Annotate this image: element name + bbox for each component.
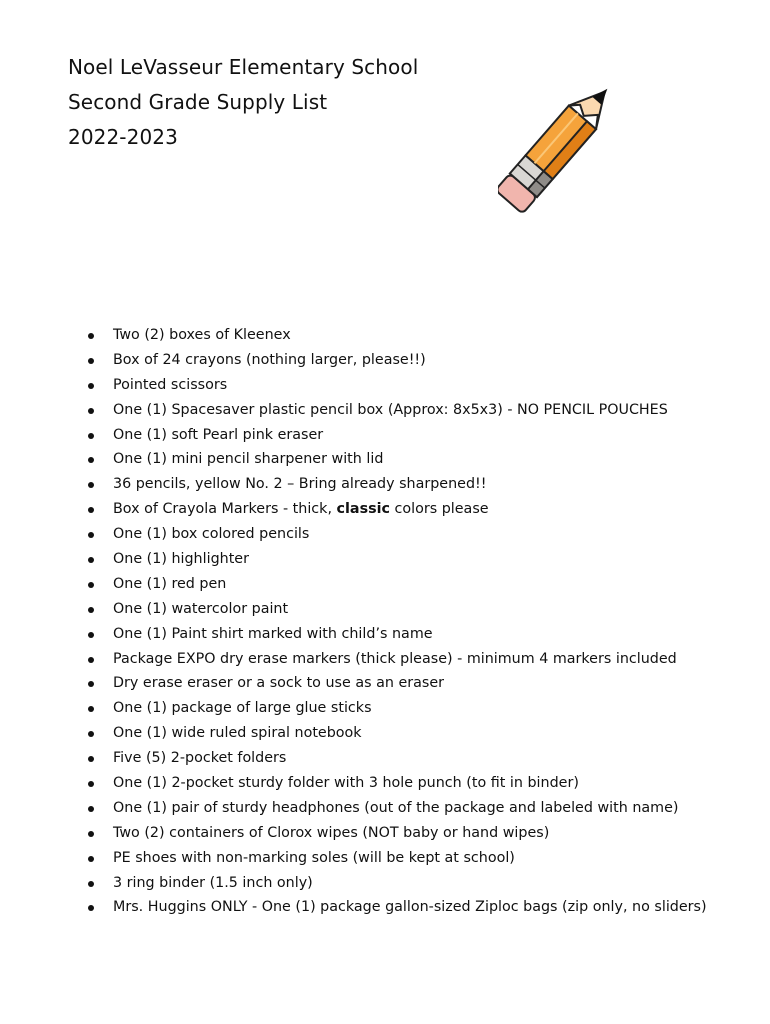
bullet-icon [88, 831, 94, 837]
bullet-icon [88, 905, 94, 911]
supply-item-text: Five (5) 2-pocket folders [113, 750, 287, 767]
supply-list-item [86, 323, 707, 348]
supply-list-item [86, 696, 707, 721]
bullet-icon [88, 433, 94, 439]
supply-item-text: One (1) 2-pocket sturdy folder with 3 hole punch (to fit in binder) [113, 775, 579, 792]
supply-item-text: Box of 24 crayons (nothing larger, please!!) [113, 351, 426, 368]
supply-list-item [86, 447, 707, 472]
supply-item-text: Package EXPO dry erase markers (thick please) - minimum 4 markers included [113, 650, 677, 667]
bullet-icon [88, 582, 94, 588]
bullet-icon [88, 408, 94, 414]
bullet-icon [88, 806, 94, 812]
bullet-icon [88, 706, 94, 712]
supply-list-item [86, 522, 707, 547]
supply-item-text: Box of Crayola Markers - thick, [113, 501, 337, 518]
supply-item-text: One (1) soft Pearl pink eraser [113, 426, 324, 443]
supply-list-item [86, 622, 707, 647]
bullet-icon [88, 333, 94, 339]
school-name: Noel LeVasseur Elementary School [68, 55, 419, 79]
bullet-icon [88, 557, 94, 563]
supply-item-text: One (1) red pen [113, 575, 227, 592]
supply-list-item [86, 647, 707, 672]
supply-list-item [86, 348, 707, 373]
supply-item-text: colors please [389, 501, 489, 518]
pencil-icon [498, 52, 638, 216]
supply-item-text: One (1) watercolor paint [113, 600, 289, 617]
supply-list-item [86, 597, 707, 622]
supply-list-item [86, 846, 707, 871]
supply-list-item [86, 671, 707, 696]
document-header [68, 50, 418, 155]
supply-list-item [86, 721, 707, 746]
supply-list [86, 323, 707, 920]
supply-item-text: PE shoes with non-marking soles (will be kept at school) [113, 849, 515, 866]
supply-list-item [86, 423, 707, 448]
supply-list-item [86, 895, 707, 920]
bullet-icon [88, 881, 94, 887]
bullet-icon [88, 731, 94, 737]
supply-item-text: One (1) pair of sturdy headphones (out of the package and labeled with name) [113, 799, 679, 816]
bullet-icon [88, 457, 94, 463]
bullet-icon [88, 607, 94, 613]
supply-list-item [86, 472, 707, 497]
bullet-icon [88, 383, 94, 389]
supply-item-text: 36 pencils, yellow No. 2 – Bring already sharpened!! [113, 476, 487, 493]
bullet-icon [88, 532, 94, 538]
list-title: Second Grade Supply List [68, 90, 328, 114]
supply-list-item [86, 497, 707, 522]
supply-list-item [86, 821, 707, 846]
supply-item-text: One (1) wide ruled spiral notebook [113, 725, 362, 742]
bullet-icon [88, 756, 94, 762]
supply-item-text: 3 ring binder (1.5 inch only) [113, 874, 313, 891]
school-year: 2022-2023 [68, 125, 178, 149]
supply-item-text: One (1) highlighter [113, 551, 249, 568]
bullet-icon [88, 358, 94, 364]
supply-list-item [86, 796, 707, 821]
bullet-icon [88, 632, 94, 638]
supply-list-item [86, 547, 707, 572]
supply-item-text: Mrs. Huggins ONLY - One (1) package gallon-sized Ziploc bags (zip only, no sliders) [113, 899, 707, 916]
bullet-icon [88, 507, 94, 513]
bullet-icon [88, 781, 94, 787]
bullet-icon [88, 657, 94, 663]
supply-item-text: One (1) Spacesaver plastic pencil box (Approx: 8x5x3) - NO PENCIL POUCHES [113, 401, 668, 418]
bullet-icon [88, 681, 94, 687]
supply-item-text: One (1) box colored pencils [113, 526, 310, 543]
supply-item-text: Dry erase eraser or a sock to use as an eraser [113, 675, 444, 692]
supply-list-item [86, 771, 707, 796]
supply-item-text: Pointed scissors [113, 376, 228, 393]
supply-item-text: One (1) package of large glue sticks [113, 700, 372, 717]
bullet-icon [88, 482, 94, 488]
supply-item-text: Two (2) containers of Clorox wipes (NOT baby or hand wipes) [113, 824, 550, 841]
supply-item-text: One (1) mini pencil sharpener with lid [113, 451, 384, 468]
supply-list-item [86, 871, 707, 896]
supply-item-text: Two (2) boxes of Kleenex [113, 327, 291, 343]
bullet-icon [88, 856, 94, 862]
supply-list-item [86, 373, 707, 398]
supply-list-item [86, 398, 707, 423]
supply-item-text: One (1) Paint shirt marked with child’s name [113, 625, 433, 642]
supply-item-emphasis: classic [336, 501, 390, 518]
supply-list-item [86, 746, 707, 771]
supply-list-item [86, 572, 707, 597]
